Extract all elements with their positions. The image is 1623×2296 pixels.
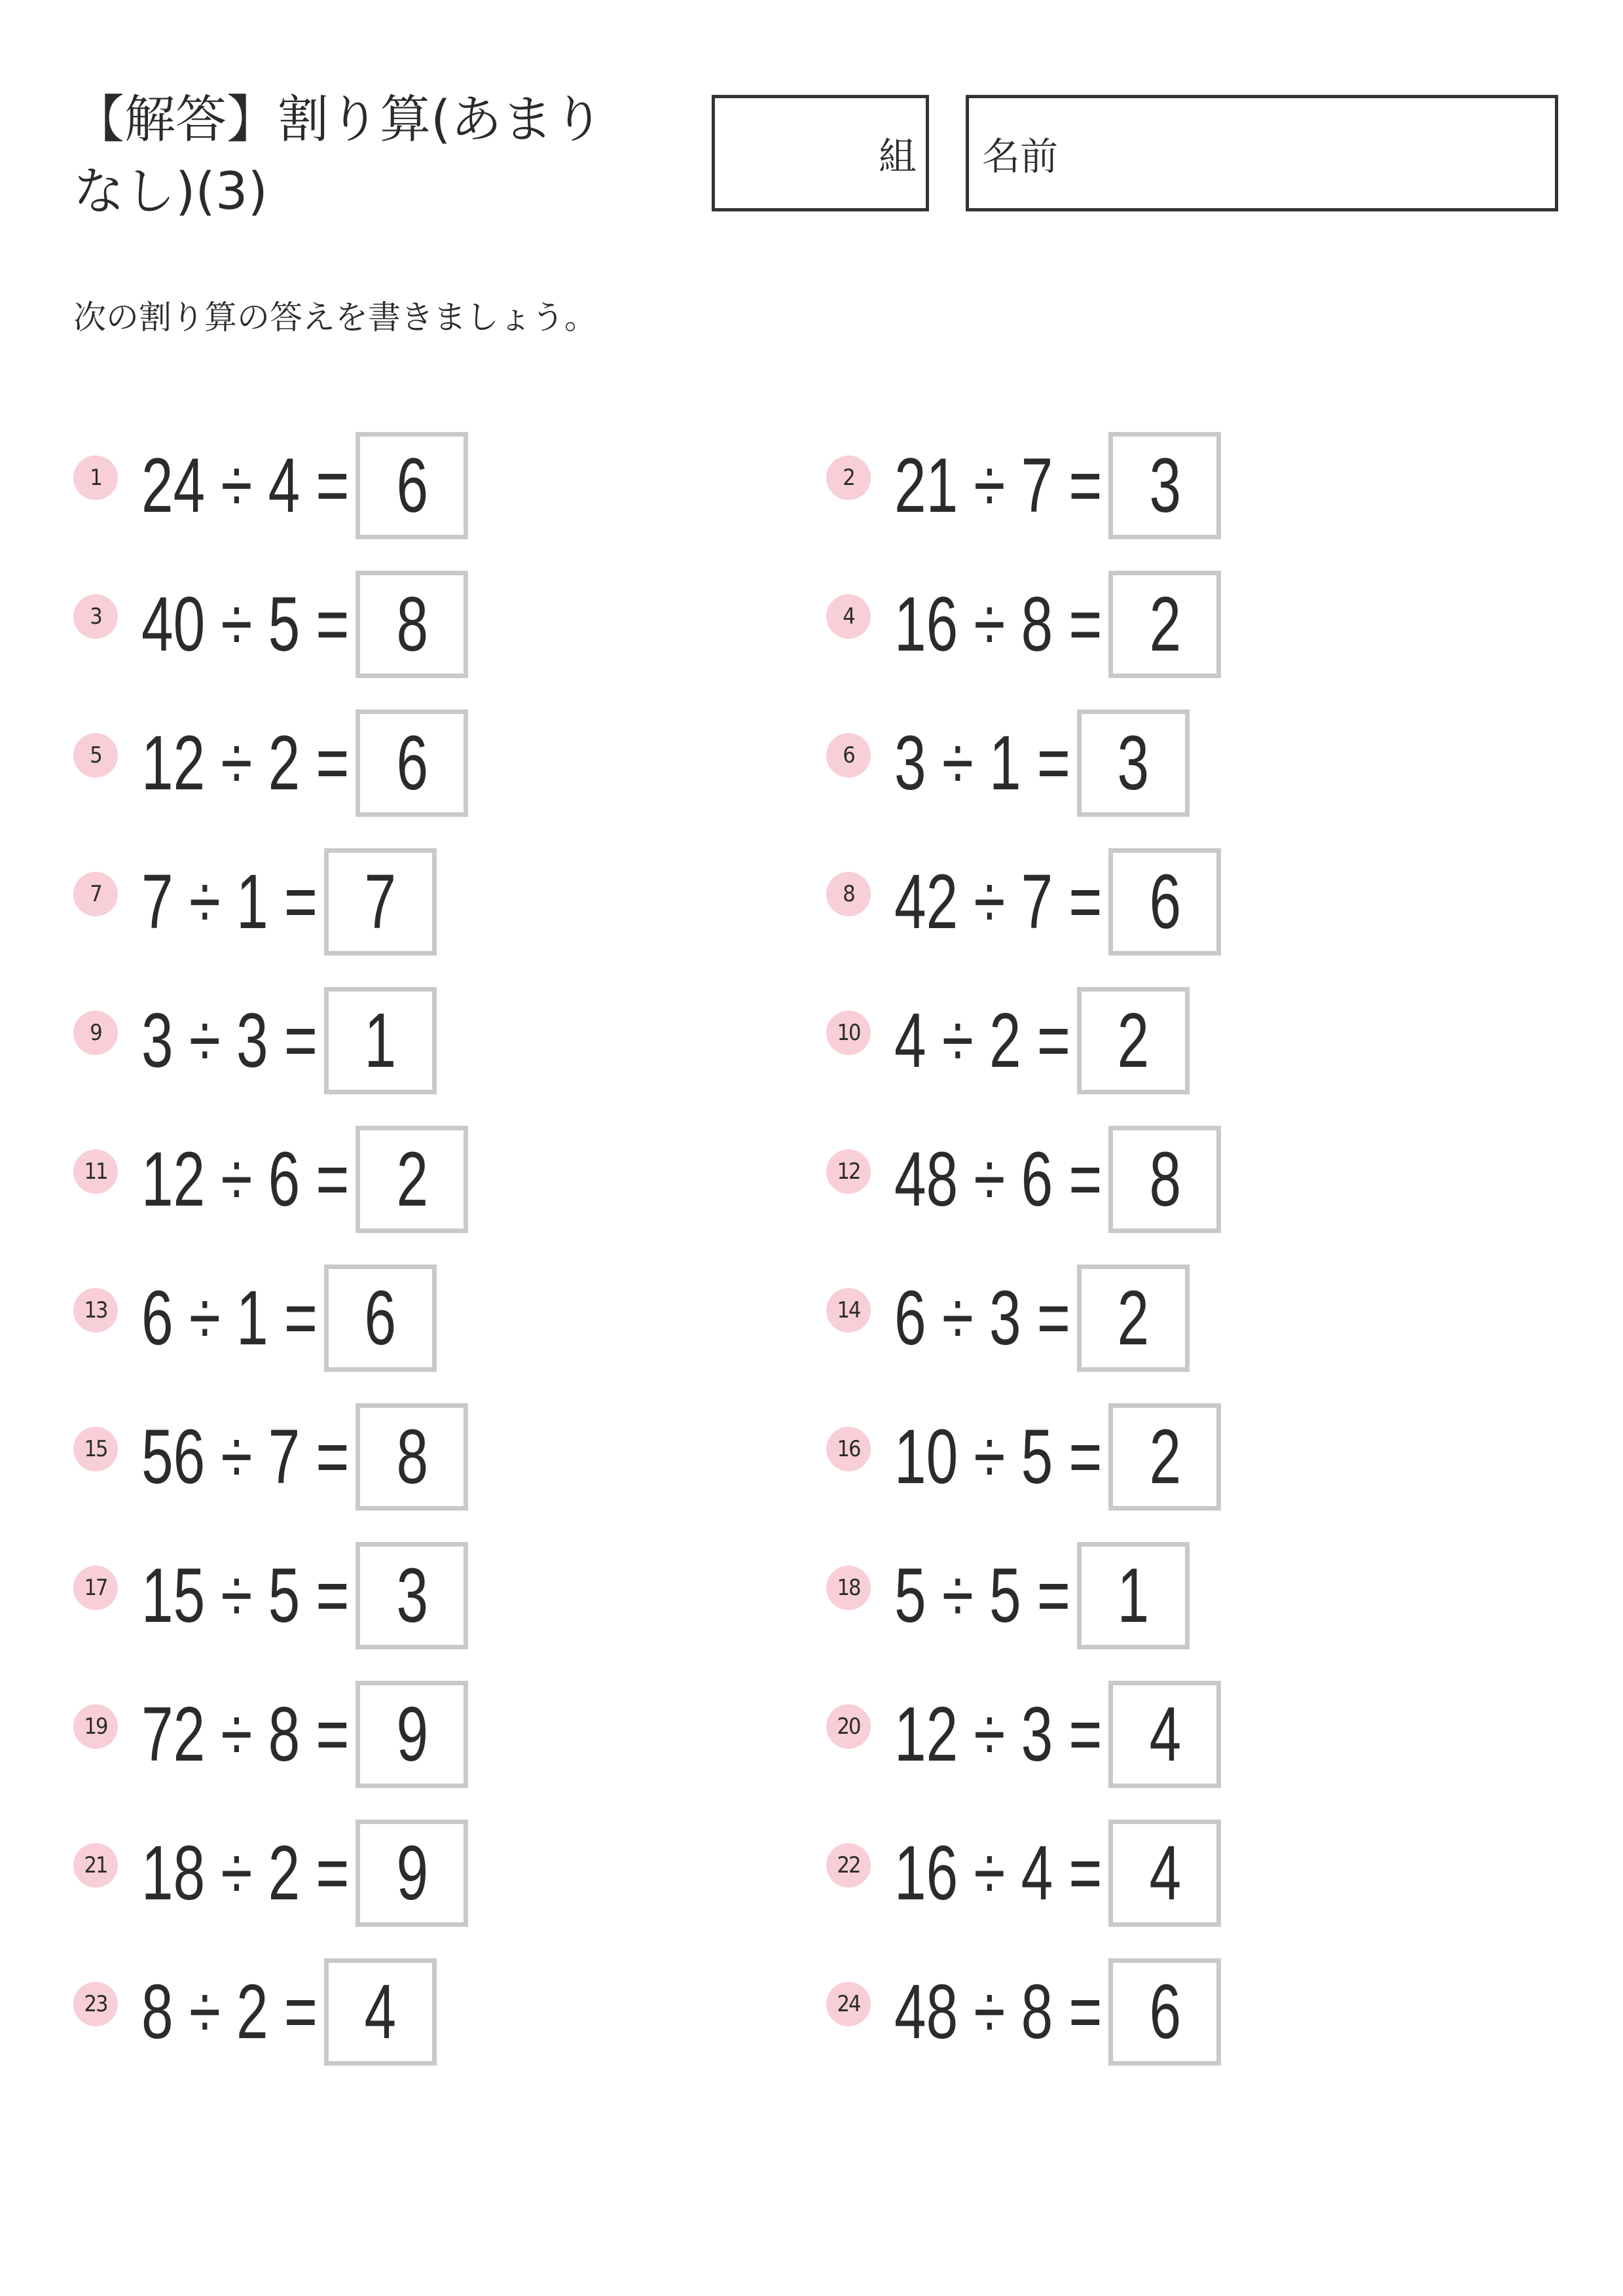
problem-item: [826, 1403, 1181, 1511]
answer-value: 6: [364, 1275, 397, 1361]
problem-expression: 48 ÷ 6 =: [894, 1136, 1103, 1223]
answer-box[interactable]: [356, 1681, 468, 1788]
problem-number-badge: 7: [73, 872, 118, 916]
problem-expression: 6 ÷ 1 =: [141, 1275, 318, 1361]
problem-expression: 42 ÷ 7 =: [894, 859, 1103, 945]
answer-box[interactable]: [1108, 1958, 1221, 2066]
answer-box[interactable]: [1108, 1126, 1221, 1233]
answer-box[interactable]: [324, 1265, 437, 1372]
answer-value: 9: [396, 1691, 428, 1778]
answer-box[interactable]: [324, 987, 437, 1094]
problem-number-badge: 11: [73, 1149, 118, 1194]
problem-expression: 40 ÷ 5 =: [141, 581, 350, 668]
problem-item: [73, 1958, 397, 2066]
problem-item: [826, 1958, 1181, 2066]
answer-value: 7: [364, 859, 397, 945]
problem-expression: 56 ÷ 7 =: [141, 1414, 350, 1500]
problem-number-badge: 19: [73, 1704, 118, 1749]
problem-expression: 10 ÷ 5 =: [894, 1414, 1103, 1500]
problem-expression: 8 ÷ 2 =: [141, 1969, 318, 2055]
answer-value: 6: [396, 442, 428, 529]
problem-item: [73, 1820, 428, 1927]
answer-box[interactable]: [356, 1403, 468, 1511]
answer-box[interactable]: [1077, 709, 1190, 817]
problem-number-badge: 8: [826, 872, 871, 916]
problem-expression: 72 ÷ 8 =: [141, 1691, 350, 1778]
problem-expression: 18 ÷ 2 =: [141, 1830, 350, 1916]
problem-item: [73, 1403, 428, 1511]
answer-value: 6: [1149, 859, 1181, 945]
problem-expression: 5 ÷ 5 =: [894, 1552, 1070, 1639]
problem-number-badge: 17: [73, 1566, 118, 1610]
answer-box[interactable]: [356, 571, 468, 678]
problem-number-badge: 4: [826, 594, 871, 639]
problem-expression: 6 ÷ 3 =: [894, 1275, 1070, 1361]
answer-value: 8: [396, 581, 428, 668]
class-label: 組: [878, 134, 917, 179]
answer-box[interactable]: [1108, 1681, 1221, 1788]
problem-number-badge: 21: [73, 1843, 118, 1888]
problem-expression: 4 ÷ 2 =: [894, 997, 1070, 1084]
problem-item: [826, 432, 1181, 539]
answer-box[interactable]: [1108, 1403, 1221, 1511]
problem-item: [826, 1265, 1150, 1372]
problem-number-badge: 23: [73, 1982, 118, 2026]
answer-value: 6: [396, 720, 428, 806]
problem-item: [73, 1681, 428, 1788]
problem-expression: 16 ÷ 8 =: [894, 581, 1103, 668]
answer-box[interactable]: [356, 1820, 468, 1927]
answer-box[interactable]: [356, 432, 468, 539]
answer-value: 3: [396, 1552, 428, 1639]
answer-box[interactable]: [324, 1958, 437, 2066]
problem-item: [826, 1681, 1181, 1788]
problem-number-badge: 5: [73, 733, 118, 778]
problem-expression: 3 ÷ 1 =: [894, 720, 1070, 806]
answer-value: 8: [396, 1414, 428, 1500]
problem-number-badge: 12: [826, 1149, 871, 1194]
answer-value: 1: [364, 997, 397, 1084]
answer-box[interactable]: [324, 848, 437, 956]
problem-expression: 21 ÷ 7 =: [894, 442, 1103, 529]
answer-value: 3: [1149, 442, 1181, 529]
problem-expression: 12 ÷ 2 =: [141, 720, 350, 806]
problem-number-badge: 16: [826, 1427, 871, 1471]
problem-item: [826, 848, 1181, 956]
problem-item: [826, 1820, 1181, 1927]
answer-box[interactable]: [356, 1542, 468, 1649]
problem-item: [826, 987, 1150, 1094]
answer-box[interactable]: [1077, 1265, 1190, 1372]
problem-item: [73, 571, 428, 678]
answer-value: 8: [1149, 1136, 1181, 1223]
name-label: 名前: [982, 134, 1059, 179]
answer-value: 2: [1117, 997, 1150, 1084]
problem-expression: 3 ÷ 3 =: [141, 997, 318, 1084]
problem-number-badge: 6: [826, 733, 871, 778]
answer-value: 2: [1149, 581, 1181, 668]
answer-box[interactable]: [1108, 848, 1221, 956]
answer-value: 4: [364, 1969, 397, 2055]
answer-value: 4: [1149, 1691, 1181, 1778]
problem-expression: 24 ÷ 4 =: [141, 442, 350, 529]
answer-value: 6: [1149, 1969, 1181, 2055]
problem-item: [826, 709, 1150, 817]
problem-item: [73, 1542, 428, 1649]
problem-item: [73, 432, 428, 539]
answer-value: 2: [1117, 1275, 1150, 1361]
answer-value: 1: [1117, 1552, 1150, 1639]
answer-box[interactable]: [1077, 1542, 1190, 1649]
problem-number-badge: 18: [826, 1566, 871, 1610]
problem-number-badge: 24: [826, 1982, 871, 2026]
problem-expression: 12 ÷ 6 =: [141, 1136, 350, 1223]
answer-box[interactable]: [1077, 987, 1190, 1094]
problem-item: [73, 1126, 428, 1233]
problem-number-badge: 9: [73, 1011, 118, 1055]
problem-number-badge: 10: [826, 1011, 871, 1055]
worksheet-title: 【解答】割り算(あまりなし)(3): [73, 90, 604, 221]
answer-box[interactable]: [1108, 432, 1221, 539]
problem-item: [73, 848, 397, 956]
problem-number-badge: 14: [826, 1288, 871, 1333]
problem-item: [826, 1126, 1181, 1233]
problem-number-badge: 3: [73, 594, 118, 639]
problem-number-badge: 2: [826, 456, 871, 500]
problem-expression: 16 ÷ 4 =: [894, 1830, 1103, 1916]
answer-box[interactable]: [356, 1126, 468, 1233]
problem-expression: 48 ÷ 8 =: [894, 1969, 1103, 2055]
problem-number-badge: 22: [826, 1843, 871, 1888]
problem-item: [73, 709, 428, 817]
problem-number-badge: 15: [73, 1427, 118, 1471]
answer-value: 9: [396, 1830, 428, 1916]
problem-expression: 15 ÷ 5 =: [141, 1552, 350, 1639]
problem-item: [826, 1542, 1150, 1649]
problem-number-badge: 20: [826, 1704, 871, 1749]
problem-expression: 12 ÷ 3 =: [894, 1691, 1103, 1778]
problem-item: [73, 987, 397, 1094]
problem-number-badge: 1: [73, 456, 118, 500]
answer-value: 3: [1117, 720, 1150, 806]
answer-box[interactable]: [1108, 571, 1221, 678]
problem-expression: 7 ÷ 1 =: [141, 859, 318, 945]
answer-box[interactable]: [356, 709, 468, 817]
problem-item: [826, 571, 1181, 678]
answer-value: 2: [396, 1136, 428, 1223]
problem-number-badge: 13: [73, 1288, 118, 1333]
instruction-text: 次の割り算の答えを書きましょう。: [73, 298, 597, 336]
answer-value: 2: [1149, 1414, 1181, 1500]
answer-box[interactable]: [1108, 1820, 1221, 1927]
answer-value: 4: [1149, 1830, 1181, 1916]
problem-item: [73, 1265, 397, 1372]
